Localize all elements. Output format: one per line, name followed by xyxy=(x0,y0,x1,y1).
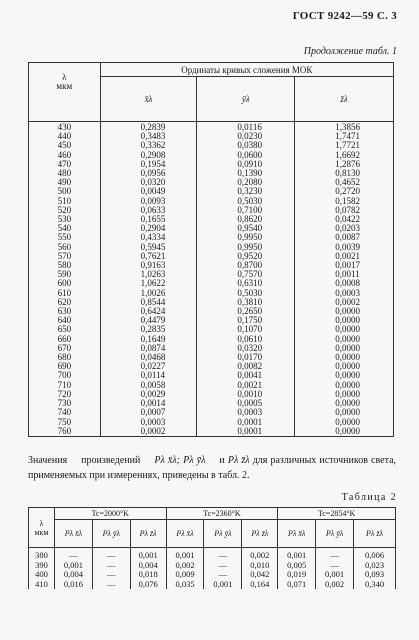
value-cell: 0,0093 xyxy=(100,197,197,206)
wavelength-cell: 660 xyxy=(29,335,101,344)
wavelength-cell: 690 xyxy=(29,362,101,371)
wavelength-cell: 440 xyxy=(29,132,101,141)
value-cell: 0,071 xyxy=(278,580,316,590)
value-cell: 0,9520 xyxy=(197,252,295,261)
value-cell: 0,0116 xyxy=(197,122,295,133)
value-cell: 1,7721 xyxy=(295,141,394,150)
value-cell: 0,3230 xyxy=(197,187,295,196)
t2-group-0: Tc=2000°K xyxy=(54,508,166,520)
value-cell: 0,5945 xyxy=(100,243,197,252)
page-header: ГОСТ 9242—59 С. 3 xyxy=(292,10,397,22)
value-cell: 0,7100 xyxy=(197,206,295,215)
value-cell: 0,164 xyxy=(242,580,278,590)
t2-subcol-header: Pλ ȳλ xyxy=(204,520,242,548)
wavelength-cell: 580 xyxy=(29,261,101,270)
table-2-caption: Таблица 2 xyxy=(341,492,397,503)
wavelength-cell: 750 xyxy=(29,418,101,427)
value-cell: 0,0610 xyxy=(197,335,295,344)
value-cell: 0,1390 xyxy=(197,169,295,178)
value-cell: 0,8620 xyxy=(197,215,295,224)
t2-subcol-header: Pλ x̄λ xyxy=(166,520,204,548)
wavelength-cell: 500 xyxy=(29,187,101,196)
wavelength-cell: 630 xyxy=(29,307,101,316)
para-formula-1: Pλ x̄λ; Pλ ȳλ xyxy=(154,455,206,466)
value-cell: 0,035 xyxy=(166,580,204,590)
value-cell: 0,5030 xyxy=(197,197,295,206)
value-cell: 0,004 xyxy=(130,561,166,571)
value-cell: 0,0058 xyxy=(100,381,197,390)
wavelength-cell: 520 xyxy=(29,206,101,215)
value-cell: 0,019 xyxy=(278,570,316,580)
wavelength-cell: 490 xyxy=(29,178,101,187)
col-header-z: z̄λ xyxy=(295,77,394,122)
value-cell: 0,0114 xyxy=(100,371,197,380)
value-cell: 0,0320 xyxy=(197,344,295,353)
value-cell: — xyxy=(92,561,130,571)
table-1 xyxy=(28,62,394,437)
value-cell: 0,002 xyxy=(242,548,278,561)
value-cell: 0,0000 xyxy=(295,390,394,399)
value-cell: 0,016 xyxy=(54,580,92,590)
wavelength-cell: 380 xyxy=(29,548,55,561)
para-part-4: и xyxy=(219,455,225,466)
wavelength-cell: 730 xyxy=(29,399,101,408)
t2-group-2: Tc=2854°K xyxy=(278,508,396,520)
value-cell: 0,004 xyxy=(54,570,92,580)
value-cell: 0,0910 xyxy=(197,160,295,169)
value-cell: 0,0014 xyxy=(100,399,197,408)
wavelength-cell: 530 xyxy=(29,215,101,224)
value-cell: 0,2908 xyxy=(100,151,197,160)
wavelength-cell: 400 xyxy=(29,570,55,580)
value-cell: 0,2835 xyxy=(100,325,197,334)
t2-lambda-header xyxy=(29,508,55,548)
value-cell: 0,0956 xyxy=(100,169,197,178)
wavelength-cell: 510 xyxy=(29,197,101,206)
value-cell: 0,1582 xyxy=(295,197,394,206)
value-cell: 0,9950 xyxy=(197,243,295,252)
value-cell: 0,0002 xyxy=(100,427,197,437)
value-cell: 0,340 xyxy=(354,580,396,590)
value-cell: 0,001 xyxy=(278,548,316,561)
t2-subcol-header: Pλ ȳλ xyxy=(316,520,354,548)
value-cell: 0,6310 xyxy=(197,279,295,288)
value-cell: 0,0005 xyxy=(197,399,295,408)
value-cell: 0,0422 xyxy=(295,215,394,224)
value-cell: 0,0000 xyxy=(295,418,394,427)
value-cell: — xyxy=(92,570,130,580)
value-cell: 1,6692 xyxy=(295,151,394,160)
value-cell: 0,0203 xyxy=(295,224,394,233)
value-cell: — xyxy=(316,548,354,561)
value-cell: — xyxy=(92,580,130,590)
wavelength-cell: 620 xyxy=(29,298,101,307)
value-cell: 0,0000 xyxy=(295,353,394,362)
wavelength-cell: 390 xyxy=(29,561,55,571)
value-cell: 0,1954 xyxy=(100,160,197,169)
value-cell: 0,3810 xyxy=(197,298,295,307)
value-cell: 0,9950 xyxy=(197,233,295,242)
wavelength-cell: 550 xyxy=(29,233,101,242)
value-cell: 0,7621 xyxy=(100,252,197,261)
value-cell: 0,0087 xyxy=(295,233,394,242)
value-cell: 0,0000 xyxy=(295,325,394,334)
value-cell: 0,002 xyxy=(316,580,354,590)
t2-subcol-header: Pλ z̄λ xyxy=(130,520,166,548)
t2-subcol-header: Pλ z̄λ xyxy=(354,520,396,548)
value-cell: 0,4479 xyxy=(100,316,197,325)
para-part-2: произведений xyxy=(81,455,141,466)
t2-subcol-header: Pλ x̄λ xyxy=(278,520,316,548)
value-cell: 0,9163 xyxy=(100,261,197,270)
value-cell: 0,0007 xyxy=(100,408,197,417)
value-cell: 0,076 xyxy=(130,580,166,590)
value-cell: 0,0468 xyxy=(100,353,197,362)
wavelength-cell: 650 xyxy=(29,325,101,334)
table-1-body xyxy=(29,122,394,437)
wavelength-cell: 680 xyxy=(29,353,101,362)
wavelength-cell: 670 xyxy=(29,344,101,353)
value-cell: — xyxy=(316,561,354,571)
value-cell: 0,0003 xyxy=(100,418,197,427)
value-cell: 0,0874 xyxy=(100,344,197,353)
value-cell: 0,0000 xyxy=(295,335,394,344)
lambda-symbol: λ xyxy=(62,72,67,82)
value-cell: 0,0001 xyxy=(197,427,295,437)
wavelength-cell: 640 xyxy=(29,316,101,325)
wavelength-cell: 570 xyxy=(29,252,101,261)
value-cell: 1,0026 xyxy=(100,289,197,298)
value-cell: 0,9540 xyxy=(197,224,295,233)
value-cell: 0,0001 xyxy=(197,418,295,427)
wavelength-cell: 720 xyxy=(29,390,101,399)
t2-subcol-header: Pλ x̄λ xyxy=(54,520,92,548)
value-cell: 0,2080 xyxy=(197,178,295,187)
wavelength-cell: 560 xyxy=(29,243,101,252)
value-cell: 0,3362 xyxy=(100,141,197,150)
wavelength-cell: 480 xyxy=(29,169,101,178)
lambda-unit: мкм xyxy=(56,81,73,91)
value-cell: 0,0000 xyxy=(295,316,394,325)
value-cell: 0,093 xyxy=(354,570,396,580)
value-cell: 0,7570 xyxy=(197,270,295,279)
value-cell: 0,0000 xyxy=(295,371,394,380)
t2-subcol-header: Pλ ȳλ xyxy=(92,520,130,548)
value-cell: 0,0600 xyxy=(197,151,295,160)
value-cell: 0,009 xyxy=(166,570,204,580)
table-row xyxy=(29,580,396,590)
para-part-6: для различных источников света, применяемых при измерениях, приведены в табл. 2. xyxy=(28,455,397,481)
value-cell: — xyxy=(92,548,130,561)
wavelength-cell: 450 xyxy=(29,141,101,150)
value-cell: 0,0039 xyxy=(295,243,394,252)
value-cell: 0,8700 xyxy=(197,261,295,270)
wavelength-cell: 410 xyxy=(29,580,55,590)
value-cell: 0,010 xyxy=(242,561,278,571)
value-cell: 0,2650 xyxy=(197,307,295,316)
value-cell: 0,005 xyxy=(278,561,316,571)
wavelength-cell: 460 xyxy=(29,151,101,160)
value-cell: 0,0021 xyxy=(295,252,394,261)
para-formula-2: Pλ z̄λ xyxy=(227,455,250,466)
value-cell: 0,0029 xyxy=(100,390,197,399)
value-cell: 0,8130 xyxy=(295,169,394,178)
value-cell: 0,0633 xyxy=(100,206,197,215)
value-cell: 0,1655 xyxy=(100,215,197,224)
col-header-y: ȳλ xyxy=(197,77,295,122)
value-cell: 0,001 xyxy=(130,548,166,561)
value-cell: 0,1750 xyxy=(197,316,295,325)
value-cell: 1,0263 xyxy=(100,270,197,279)
value-cell: 0,0000 xyxy=(295,307,394,316)
value-cell: 0,0017 xyxy=(295,261,394,270)
wavelength-cell: 430 xyxy=(29,122,101,133)
value-cell: 0,0000 xyxy=(295,362,394,371)
value-cell: 0,0008 xyxy=(295,279,394,288)
wavelength-cell: 760 xyxy=(29,427,101,437)
value-cell: 0,5030 xyxy=(197,289,295,298)
value-cell: 0,0003 xyxy=(295,289,394,298)
table-row xyxy=(29,548,396,561)
value-cell: 0,8544 xyxy=(100,298,197,307)
value-cell: 0,001 xyxy=(54,561,92,571)
value-cell: 0,4334 xyxy=(100,233,197,242)
wavelength-cell: 470 xyxy=(29,160,101,169)
lambda-header xyxy=(29,63,101,122)
value-cell: 0,0003 xyxy=(197,408,295,417)
t2-lambda-unit: мкм xyxy=(34,527,49,537)
value-cell: 0,4652 xyxy=(295,178,394,187)
value-cell: 0,0000 xyxy=(295,381,394,390)
group-header: Ординаты кривых сложения МОК xyxy=(100,63,393,77)
value-cell: 0,2720 xyxy=(295,187,394,196)
value-cell: 0,0320 xyxy=(100,178,197,187)
value-cell: 0,006 xyxy=(354,548,396,561)
value-cell: 0,0782 xyxy=(295,206,394,215)
value-cell: 0,0380 xyxy=(197,141,295,150)
value-cell: 0,0230 xyxy=(197,132,295,141)
value-cell: 0,2839 xyxy=(100,122,197,133)
table-2 xyxy=(28,507,396,589)
value-cell: — xyxy=(204,561,242,571)
value-cell: 0,0170 xyxy=(197,353,295,362)
value-cell: 0,0082 xyxy=(197,362,295,371)
table-row xyxy=(29,427,394,437)
t2-lambda-symbol: λ xyxy=(39,518,44,528)
table-2-body xyxy=(29,548,396,590)
value-cell: 0,3483 xyxy=(100,132,197,141)
value-cell: 0,023 xyxy=(354,561,396,571)
value-cell: 0,0000 xyxy=(295,427,394,437)
value-cell: 0,0002 xyxy=(295,298,394,307)
value-cell: 0,0000 xyxy=(295,408,394,417)
value-cell: 0,001 xyxy=(316,570,354,580)
value-cell: 0,0041 xyxy=(197,371,295,380)
value-cell: 0,2904 xyxy=(100,224,197,233)
value-cell: 0,042 xyxy=(242,570,278,580)
value-cell: 0,1649 xyxy=(100,335,197,344)
value-cell: 0,001 xyxy=(166,548,204,561)
value-cell: 0,0000 xyxy=(295,399,394,408)
value-cell: — xyxy=(204,570,242,580)
t2-group-1: Tc=2360°K xyxy=(166,508,278,520)
value-cell: 0,0227 xyxy=(100,362,197,371)
value-cell: 1,3856 xyxy=(295,122,394,133)
wavelength-cell: 600 xyxy=(29,279,101,288)
value-cell: — xyxy=(204,548,242,561)
wavelength-cell: 540 xyxy=(29,224,101,233)
value-cell: 0,0049 xyxy=(100,187,197,196)
value-cell: 0,002 xyxy=(166,561,204,571)
value-cell: 0,6424 xyxy=(100,307,197,316)
paragraph xyxy=(28,453,396,483)
value-cell: 1,7471 xyxy=(295,132,394,141)
value-cell: 0,0021 xyxy=(197,381,295,390)
value-cell: 0,018 xyxy=(130,570,166,580)
para-part-1: Значения xyxy=(28,455,68,466)
t2-subcol-header: Pλ z̄λ xyxy=(242,520,278,548)
table-continuation-label: Продолжение табл. 1 xyxy=(303,46,397,57)
wavelength-cell: 610 xyxy=(29,289,101,298)
wavelength-cell: 740 xyxy=(29,408,101,417)
wavelength-cell: 710 xyxy=(29,381,101,390)
value-cell: 1,2876 xyxy=(295,160,394,169)
value-cell: 0,0000 xyxy=(295,344,394,353)
value-cell: 0,001 xyxy=(204,580,242,590)
wavelength-cell: 590 xyxy=(29,270,101,279)
col-header-x: x̄λ xyxy=(100,77,197,122)
value-cell: 0,0011 xyxy=(295,270,394,279)
value-cell: 0,1070 xyxy=(197,325,295,334)
value-cell: — xyxy=(54,548,92,561)
value-cell: 0,0010 xyxy=(197,390,295,399)
wavelength-cell: 700 xyxy=(29,371,101,380)
value-cell: 1,0622 xyxy=(100,279,197,288)
